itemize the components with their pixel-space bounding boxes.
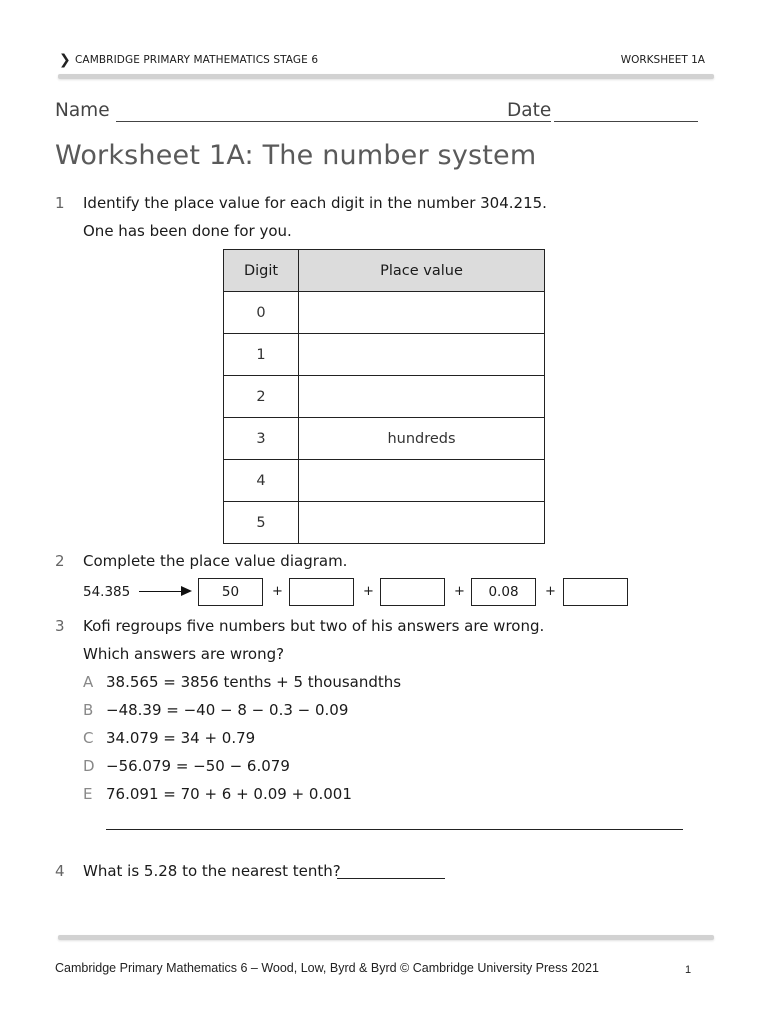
option-letter: E <box>83 785 93 803</box>
date-label: Date <box>507 100 552 121</box>
plus-sign: + <box>545 584 556 599</box>
page-number: 1 <box>685 964 692 976</box>
table-row <box>224 502 545 544</box>
option-text: 38.565 = 3856 tenths + 5 thousandths <box>106 673 402 691</box>
table-header-row <box>224 250 545 292</box>
diagram-number: 54.385 <box>83 584 131 600</box>
digit-cell: 2 <box>224 376 299 418</box>
question-2-number: 2 <box>55 552 65 570</box>
question-3-text: Kofi regroups five numbers but two of his answers are wrong. <box>83 617 545 635</box>
place-value-table <box>223 249 545 544</box>
question-3-answer-line[interactable] <box>106 829 683 830</box>
plus-sign: + <box>454 584 465 599</box>
place-value-answer-cell[interactable] <box>299 292 545 334</box>
digit-cell: 0 <box>224 292 299 334</box>
question-1-number: 1 <box>55 194 65 212</box>
question-4-number: 4 <box>55 862 65 880</box>
table-row <box>224 460 545 502</box>
table-row <box>224 334 545 376</box>
option-text: −56.079 = −50 − 6.079 <box>106 757 290 775</box>
option-text: 76.091 = 70 + 6 + 0.09 + 0.001 <box>106 785 352 803</box>
digit-column-header: Digit <box>224 250 299 292</box>
table-row <box>224 292 545 334</box>
diagram-answer-box[interactable] <box>289 578 354 606</box>
header-worksheet-label: WORKSHEET 1A <box>620 54 705 66</box>
place-value-answer-cell[interactable] <box>299 502 545 544</box>
option-text: −48.39 = −40 − 8 − 0.3 − 0.09 <box>106 701 349 719</box>
option-letter: D <box>83 757 95 775</box>
diagram-box: 0.08 <box>471 578 536 606</box>
arrow-head-icon <box>181 586 192 596</box>
question-4-text: What is 5.28 to the nearest tenth? <box>83 862 341 880</box>
digit-cell: 3 <box>224 418 299 460</box>
header-divider <box>58 74 714 79</box>
diagram-answer-box[interactable] <box>563 578 628 606</box>
date-field[interactable] <box>554 121 698 122</box>
option-letter: B <box>83 701 94 719</box>
page-title: Worksheet 1A: The number system <box>55 140 537 171</box>
question-3-subtext: Which answers are wrong? <box>83 645 285 663</box>
footer-copyright: Cambridge Primary Mathematics 6 – Wood, Low, Byrd & Byrd © Cambridge University Press 2021 <box>55 961 599 975</box>
digit-cell: 1 <box>224 334 299 376</box>
question-4-answer-line[interactable] <box>337 878 445 879</box>
name-field[interactable] <box>116 121 551 122</box>
plus-sign: + <box>272 584 283 599</box>
option-letter: C <box>83 729 94 747</box>
header-series-title: CAMBRIDGE PRIMARY MATHEMATICS STAGE 6 <box>75 54 319 66</box>
plus-sign: + <box>363 584 374 599</box>
name-label: Name <box>55 100 110 121</box>
digit-cell: 5 <box>224 502 299 544</box>
place-value-answer-cell[interactable] <box>299 334 545 376</box>
name-date-row <box>55 100 715 128</box>
page-header <box>55 50 715 70</box>
place-value-answer-cell[interactable] <box>299 460 545 502</box>
question-1-text: Identify the place value for each digit in the number 304.215. <box>83 194 547 212</box>
question-1-subtext: One has been done for you. <box>83 222 292 240</box>
footer-divider <box>58 935 714 940</box>
place-value-example-cell: hundreds <box>299 418 545 460</box>
digit-cell: 4 <box>224 460 299 502</box>
question-3-number: 3 <box>55 617 65 635</box>
diagram-box: 50 <box>198 578 263 606</box>
place-value-column-header: Place value <box>299 250 545 292</box>
place-value-diagram <box>83 578 643 608</box>
table-row <box>224 418 545 460</box>
option-text: 34.079 = 34 + 0.79 <box>106 729 256 747</box>
arrow-right-icon <box>139 591 187 592</box>
diagram-answer-box[interactable] <box>380 578 445 606</box>
question-2-text: Complete the place value diagram. <box>83 552 348 570</box>
table-row <box>224 376 545 418</box>
option-letter: A <box>83 673 94 691</box>
chevron-right-icon: ❯ <box>59 52 71 68</box>
place-value-answer-cell[interactable] <box>299 376 545 418</box>
